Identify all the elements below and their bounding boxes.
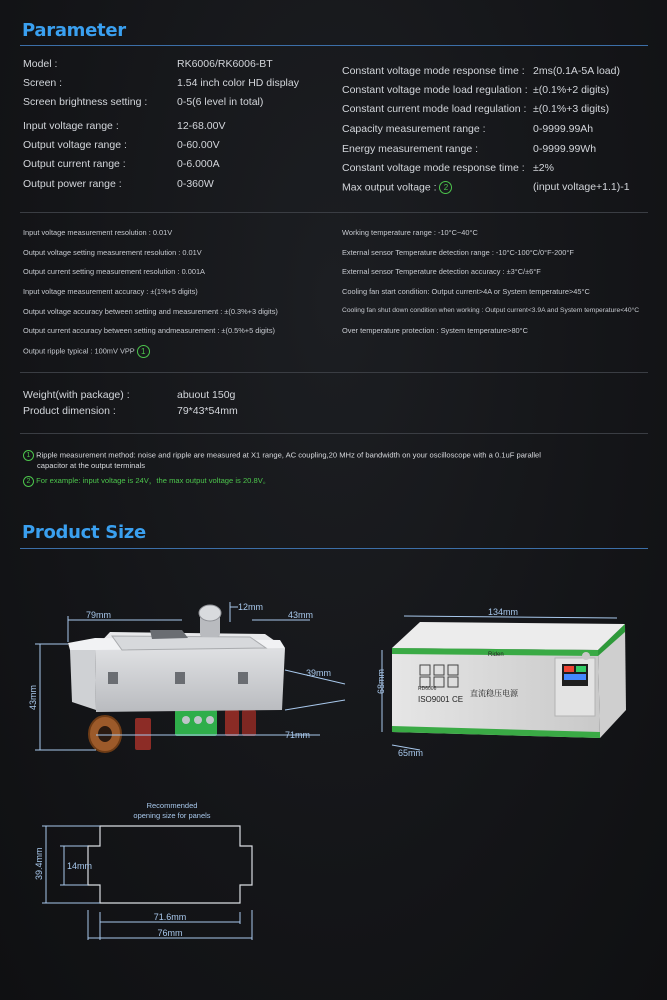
note-1-line-2: capacitor at the output terminals (37, 461, 146, 470)
param-right-label-text: Constant voltage mode load regulation : (342, 84, 528, 96)
param-right-value: (input voltage+1.1)-1 (533, 181, 630, 193)
dimension-value: 79*43*54mm (177, 405, 238, 417)
param-left-label: Input voltage range : (23, 120, 119, 132)
param-right-label-text: Constant current mode load regulation : (342, 103, 527, 115)
marker-2-icon: 2 (439, 181, 452, 194)
note-2-text: For example: input voltage is 24V，the max output voltage is 20.8V。 (36, 476, 271, 485)
param-right-label-text: Max output voltage : (342, 181, 437, 194)
product-size-underline (20, 548, 648, 549)
spec-right-row: Cooling fan shut down condition when working : Output current<3.9A and System temperature<40°C (342, 307, 640, 314)
spec-right-row: Over temperature protection : System temperature>80°C (342, 326, 528, 335)
note-1-marker-icon: 1 (23, 450, 34, 461)
ripple-text: Output ripple typical : 100mV VPP (23, 346, 135, 356)
param-right-label (342, 123, 486, 135)
spec-left-row: Input voltage measurement resolution : 0.01V (23, 228, 173, 237)
spec-left-row: Output current accuracy between setting andmeasurement : ±(0.5%+5 digits) (23, 326, 275, 335)
param-right-label (342, 103, 526, 115)
dim-mid-label: 39mm (306, 668, 332, 678)
box-ce-text: CE (452, 695, 464, 704)
panel-caption-2: opening size for panels (133, 811, 211, 820)
panel-dimension-lines (42, 826, 252, 940)
param-left-label: Output voltage range : (23, 139, 127, 151)
param-right-label-text: Constant voltage mode response time : (342, 65, 525, 77)
param-right-label-text: Energy measurement range : (342, 143, 478, 155)
param-right-label (342, 162, 525, 174)
spec-right-row: External sensor Temperature detection range : -10°C-100°C/0°F-200°F (342, 248, 574, 257)
param-left-value: RK6006/RK6006-BT (177, 58, 273, 70)
divider-2 (20, 372, 648, 373)
param-left-label: Screen brightness setting : (23, 96, 148, 108)
param-right-value: 0-9999.99Ah (533, 123, 594, 135)
param-left-label: Output power range : (23, 178, 122, 190)
box-cn-title-text: 直流稳压电源 (470, 689, 518, 698)
spec-left-row: Output current setting measurement resolution : 0.001A (23, 267, 205, 276)
param-right-label (342, 143, 478, 155)
divider-3 (20, 433, 648, 434)
dim-height-label: 43mm (28, 684, 38, 710)
param-right-value: ±2% (533, 162, 554, 174)
param-left-value: 1.54 inch color HD display (177, 77, 299, 89)
param-left-label: Model : (23, 58, 58, 70)
box-length-label: 134mm (488, 607, 519, 617)
box-model-text: RD6006 (418, 686, 437, 692)
box-depth-label: 65mm (398, 748, 424, 758)
weight-label: Weight(with package) : (23, 389, 130, 401)
note-1 (23, 450, 541, 461)
param-right-label (342, 84, 528, 96)
param-right-label-text: Constant voltage mode response time : (342, 162, 525, 174)
param-left-label: Output current range : (23, 158, 126, 170)
ripple-row (23, 345, 150, 358)
product-size-title: Product Size (22, 522, 146, 543)
param-left-label: Screen : (23, 77, 63, 89)
product-size-illustration (0, 560, 667, 1000)
panel-caption-1: Recommended (146, 801, 198, 810)
spec-right-row: Cooling fan start condition: Output current>4A or System temperature>45°C (342, 287, 590, 296)
param-left-value: 12-68.00V (177, 120, 226, 132)
box-brand-text: Riden (488, 652, 504, 658)
weight-value: abuout 150g (177, 389, 236, 401)
note-1-line-1: Ripple measurement method: noise and ripple are measured at X1 range, AC coupling,20 MHz of bandwidth on your oscilloscope with a 0.1uF parallel (36, 450, 541, 460)
dim-side-label: 43mm (288, 610, 314, 620)
box-iso-text: ISO9001 (418, 695, 450, 704)
divider-1 (20, 212, 648, 213)
param-left-value: 0-60.00V (177, 139, 220, 151)
param-left-value: 0-6.000A (177, 158, 220, 170)
dimension-label: Product dimension : (23, 405, 116, 417)
panel-notch-label: 14mm (67, 861, 93, 871)
panel-inner-label: 71.6mm (153, 912, 187, 922)
param-left-value: 0-360W (177, 178, 214, 190)
box-height-label: 68mm (376, 668, 386, 694)
note-2 (23, 475, 270, 487)
dim-knob-label: 12mm (238, 602, 264, 612)
spec-left-row: Output voltage setting measurement resolution : 0.01V (23, 248, 202, 257)
panel-outer-label: 76mm (157, 928, 183, 938)
device-illustration (68, 605, 285, 752)
spec-left-row: Input voltage measurement accuracy : ±(1%+5 digits) (23, 287, 198, 296)
param-right-label (342, 181, 452, 194)
param-right-value: ±(0.1%+2 digits) (533, 84, 610, 96)
param-left-value: 0-5(6 level in total) (177, 96, 264, 108)
spec-left-row: Output voltage accuracy between setting and measurement : ±(0.3%+3 digits) (23, 307, 278, 316)
panel-height-label: 39.4mm (34, 847, 44, 880)
param-right-label (342, 65, 525, 77)
param-right-value: 2ms(0.1A-5A load) (533, 65, 620, 77)
dim-bottom-label: 71mm (285, 730, 311, 740)
param-right-value: ±(0.1%+3 digits) (533, 103, 610, 115)
param-right-value: 0-9999.99Wh (533, 143, 597, 155)
panel-outline (88, 826, 252, 903)
spec-right-row: External sensor Temperature detection accuracy : ±3°C/±6°F (342, 267, 541, 276)
note-2-marker-icon: 2 (23, 476, 34, 487)
parameter-title: Parameter (22, 20, 126, 41)
spec-right-row: Working temperature range : -10°C~40°C (342, 228, 478, 237)
parameter-underline (20, 45, 648, 46)
dim-width-label: 79mm (86, 610, 112, 620)
param-right-label-text: Capacity measurement range : (342, 123, 486, 135)
marker-1-icon: 1 (137, 345, 150, 358)
box-illustration (392, 622, 626, 738)
